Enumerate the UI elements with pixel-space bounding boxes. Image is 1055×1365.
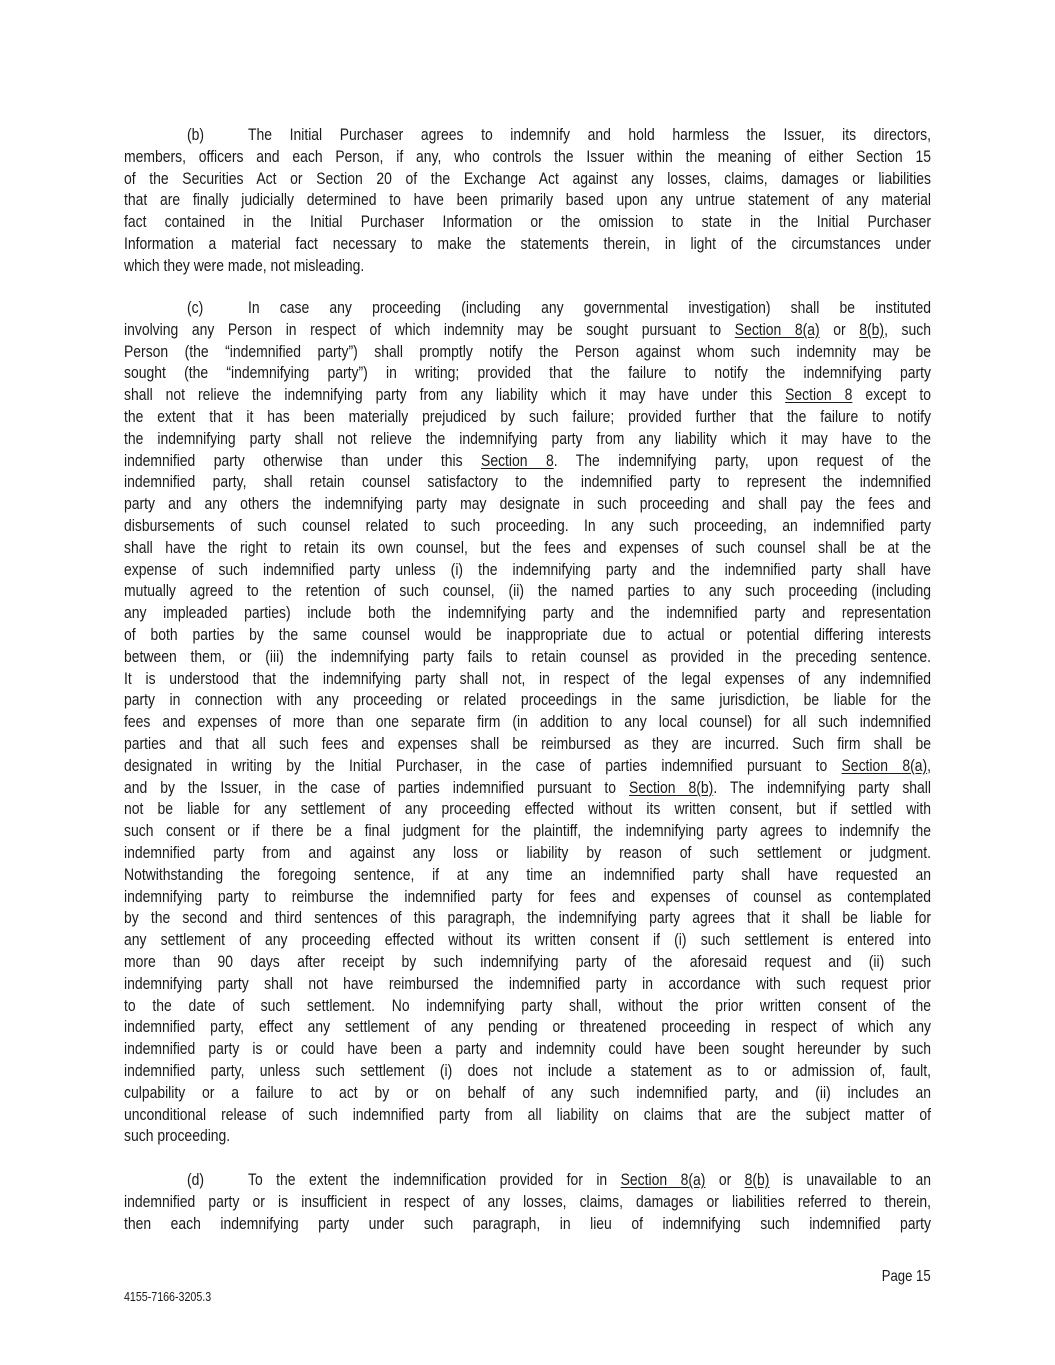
text-line xyxy=(124,515,1055,537)
text-line xyxy=(124,428,1055,450)
line-text: indemnified party, effect any settlement of any pending or threatened proceeding in respect of which any xyxy=(124,1017,932,1037)
line-text-segment: . The indemnifying party shall xyxy=(713,777,931,797)
line-text: of the Securities Act or Section 20 of the Exchange Act against any losses, claims, damages or liabilities xyxy=(124,168,932,188)
text-line xyxy=(124,255,417,277)
document-id xyxy=(124,1288,230,1306)
line-text-segment: and by the Issuer, in the case of parties indemnified pursuant to xyxy=(124,777,630,797)
line-text: any impleaded parties) include both the indemnifying party and the indemnified party and representation xyxy=(124,603,932,623)
line-text: between them, or (iii) the indemnifying party fails to retain counsel as provided in the preceding sentence. xyxy=(124,646,931,666)
paragraph-label-text: (c) xyxy=(187,298,204,317)
line-text: Person (the “indemnified party”) shall promptly notify the Person against whom such indemnity may be xyxy=(124,341,931,361)
text-line xyxy=(124,907,1055,929)
text-line xyxy=(124,624,1055,646)
text-line xyxy=(124,168,1055,190)
text-line xyxy=(124,777,1055,799)
document-id-text: 4155-7166-3205.3 xyxy=(124,1289,212,1304)
text-line xyxy=(124,146,1055,168)
text-line xyxy=(124,1213,1055,1235)
paragraph-label xyxy=(187,1169,208,1191)
text-line xyxy=(124,755,1055,777)
section-reference: 8(b) xyxy=(744,1170,770,1189)
text-line xyxy=(124,341,1055,363)
line-text-segment: or xyxy=(705,1170,745,1189)
line-text: party in connection with any proceeding or related proceedings in the same jurisdiction, be liable for the xyxy=(124,690,932,710)
text-line xyxy=(124,995,1055,1017)
text-line xyxy=(248,1169,1055,1191)
text-line xyxy=(124,1125,253,1147)
section-reference: Section 8 xyxy=(785,385,853,405)
line-text: parties and that all such fees and expenses shall be reimbursed as they are incurred. Such firm shall be xyxy=(124,734,932,753)
text-line xyxy=(124,211,1055,233)
line-text-segment: To the extent the indemnification provided for in xyxy=(248,1170,621,1189)
line-text: The Initial Purchaser agrees to indemnify and hold harmless the Issuer, its directors, xyxy=(248,125,932,144)
line-text: expense of such indemnified party unless (i) the indemnifying party and the indemnified party shall have xyxy=(124,559,932,579)
line-text-segment: is unavailable to an xyxy=(769,1170,931,1189)
section-reference: Section 8(a) xyxy=(734,319,820,339)
text-line xyxy=(124,559,1055,581)
line-text: of both parties by the same counsel would be inappropriate due to actual or potential differing interests xyxy=(124,625,932,644)
text-line xyxy=(124,233,1055,255)
line-text: members, officers and each Person, if any, who controls the Issuer within the meaning of either Section 15 xyxy=(124,146,932,166)
line-text: by the second and third sentences of this paragraph, the indemnifying party agrees that it shall be liable for xyxy=(124,908,931,928)
text-line xyxy=(124,1191,1055,1213)
line-text: indemnifying party to reimburse the indemnified party for fees and expenses of counsel as contemplated xyxy=(124,886,932,906)
line-text: shall have the right to retain its own counsel, but the fees and expenses of such counsel shall be at the xyxy=(124,537,931,557)
line-text: which they were made, not misleading. xyxy=(124,255,365,275)
text-line xyxy=(124,189,1055,211)
line-text: indemnified party or is insufficient in respect of any losses, claims, damages or liabilities referred to therein, xyxy=(124,1191,932,1211)
text-line xyxy=(124,1016,1055,1038)
text-line xyxy=(124,1082,1055,1104)
text-line xyxy=(124,319,1055,341)
line-text: fact contained in the Initial Purchaser Information or the omission to state in the Initial Purchaser xyxy=(124,212,932,232)
line-text: not be liable for any settlement of any proceeding effected without its written consent, but if settled with xyxy=(124,799,931,819)
text-line xyxy=(124,689,1055,711)
line-text: indemnifying party shall not have reimbursed the indemnified party in accordance with such request prior xyxy=(124,973,931,993)
line-text-segment: , such xyxy=(884,319,932,339)
text-line xyxy=(124,668,1055,690)
line-text: In case any proceeding (including any governmental investigation) shall be instituted xyxy=(248,298,932,317)
line-text: party and any others the indemnifying party may designate in such proceeding and shall pay the fees and xyxy=(124,494,931,514)
line-text: that are finally judicially determined to have been primarily based upon any untrue statement of any material xyxy=(124,190,931,210)
text-line xyxy=(124,929,1055,951)
text-line xyxy=(124,820,1055,842)
line-text: indemnified party, unless such settlement (i) does not include a statement as to or admission of, fault, xyxy=(124,1061,931,1080)
text-line xyxy=(124,733,1055,755)
paragraph-label-text: (b) xyxy=(187,125,205,144)
paragraph-label xyxy=(187,124,208,146)
text-line xyxy=(124,864,1055,886)
text-line xyxy=(124,450,1055,472)
section-reference: 8(b) xyxy=(859,319,885,339)
section-reference: Section 8(a) xyxy=(841,755,928,775)
page-number-text: Page 15 xyxy=(882,1268,931,1285)
line-text: unconditional release of such indemnified party from all liability on claims that are the subject matter of xyxy=(124,1104,931,1124)
text-line xyxy=(124,1104,1055,1126)
line-text-segment: involving any Person in respect of which indemnity may be sought pursuant to xyxy=(124,319,735,339)
line-text: It is understood that the indemnifying party shall not, in respect of the legal expenses of any indemnified xyxy=(124,668,931,688)
text-line xyxy=(248,297,1055,319)
section-reference: Section 8 xyxy=(481,450,554,470)
text-line xyxy=(124,362,1055,384)
line-text: such consent or if there be a final judgment for the plaintiff, the indemnifying party agrees to indemnify the xyxy=(124,821,932,841)
text-line xyxy=(124,973,1055,995)
line-text: mutually agreed to the retention of such counsel, (ii) the named parties to any such proceeding (including xyxy=(124,581,931,601)
text-line xyxy=(124,1060,1055,1082)
line-text: Notwithstanding the foregoing sentence, if at any time an indemnified party shall have requested an xyxy=(124,864,931,884)
text-line xyxy=(124,580,1055,602)
text-line xyxy=(124,1038,1055,1060)
paragraph-label xyxy=(187,297,207,319)
page-number xyxy=(871,1266,931,1288)
line-text: indemnified party, shall retain counsel satisfactory to the indemnified party to represent the indemnified xyxy=(124,472,931,492)
line-text: more than 90 days after receipt by such indemnifying party of the aforesaid request and (ii) such xyxy=(124,952,931,971)
line-text: to the date of such settlement. No indemnifying party shall, without the prior written consent of the xyxy=(124,995,931,1015)
line-text: then each indemnifying party under such paragraph, in lieu of indemnifying such indemnified party xyxy=(124,1213,931,1233)
text-line xyxy=(124,798,1055,820)
line-text: fees and expenses of more than one separate firm (in addition to any local counsel) for all such indemnified xyxy=(124,712,931,732)
line-text: such proceeding. xyxy=(124,1126,231,1146)
text-line xyxy=(248,124,1055,146)
text-line xyxy=(124,537,1055,559)
line-text: Information a material fact necessary to make the statements therein, in light of the circumstances under xyxy=(124,234,931,253)
text-line xyxy=(124,646,1055,668)
text-line xyxy=(124,406,1055,428)
text-line xyxy=(124,951,1055,973)
text-line xyxy=(124,886,1055,908)
text-line xyxy=(124,711,1055,733)
line-text-segment: shall not relieve the indemnifying party from any liability which it may have under this xyxy=(124,385,786,405)
line-text-segment: except to xyxy=(852,385,931,405)
line-text: culpability or a failure to act by or on behalf of any such indemnified party, and (ii) includes an xyxy=(124,1082,932,1102)
text-line xyxy=(124,602,1055,624)
section-reference: Section 8(b) xyxy=(629,777,714,797)
paragraph-label-text: (d) xyxy=(187,1170,205,1189)
line-text-segment: or xyxy=(819,319,860,339)
line-text: any settlement of any proceeding effected without its written consent if (i) such settlement is entered into xyxy=(124,930,932,950)
line-text: sought (the “indemnifying party”) in writing; provided that the failure to notify the indemnifying party xyxy=(124,363,932,383)
line-text-segment: , xyxy=(927,755,931,775)
line-text: the extent that it has been materially prejudiced by such failure; provided further that the failure to notify xyxy=(124,407,931,426)
line-text: indemnified party from and against any loss or liability by reason of such settlement or judgment. xyxy=(124,843,931,862)
text-line xyxy=(124,493,1055,515)
line-text-segment: indemnified party otherwise than under this xyxy=(124,450,482,470)
text-line xyxy=(124,384,1055,406)
line-text: disbursements of such counsel related to such proceeding. In any such proceeding, an indemnified party xyxy=(124,516,932,535)
text-line xyxy=(124,471,1055,493)
line-text: indemnified party is or could have been a party and indemnity could have been sought hereunder by such xyxy=(124,1039,931,1059)
text-line xyxy=(124,842,1055,864)
line-text-segment: designated in writing by the Initial Purchaser, in the case of parties indemnified pursuant to xyxy=(124,755,842,775)
line-text-segment: . The indemnifying party, upon request of the xyxy=(553,450,931,470)
line-text: the indemnifying party shall not relieve the indemnifying party from any liability which it may have to the xyxy=(124,428,931,448)
section-reference: Section 8(a) xyxy=(620,1170,706,1189)
